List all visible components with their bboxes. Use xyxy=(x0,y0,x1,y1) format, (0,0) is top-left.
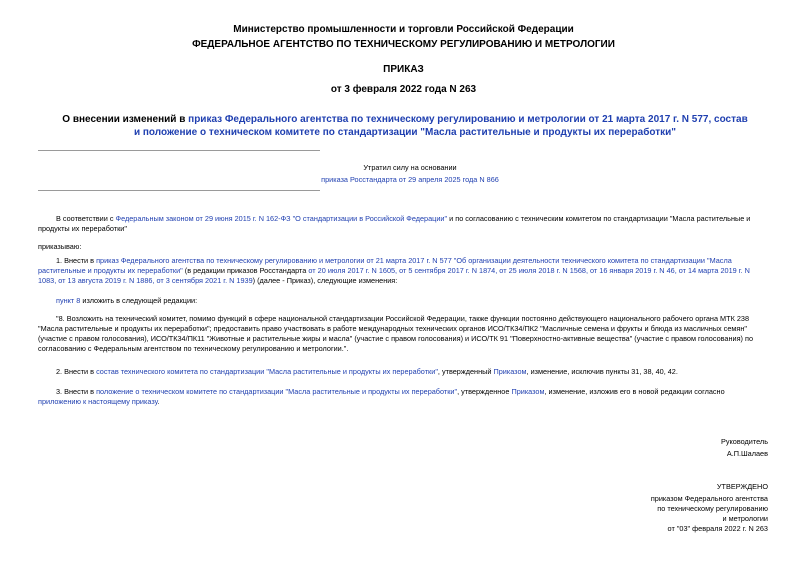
paragraph-5-text-a: 2. Внести в xyxy=(56,367,97,376)
order-link-2[interactable]: Приказом xyxy=(511,387,545,396)
orders-label: приказываю: xyxy=(38,242,82,251)
paragraph-1-text-a: В соответствии с xyxy=(56,214,116,223)
document-date: от 3 февраля 2022 года N 263 xyxy=(330,84,477,95)
signature-name: А.П.Шалаев xyxy=(726,449,768,458)
amendments-link[interactable]: от 20 июля 2017 г. N 1605, от 5 сентября 2017 г. N 1874, от 25 июля 2018 г. N 1568, от 16 января 2019 г. N 46, от 14 марта 2019 г. N 1083, от 13 августа 2019 г. N 1886, от 3 сентября 2021 г. N 1939 xyxy=(38,266,750,285)
order-link-1[interactable]: Приказом xyxy=(493,367,527,376)
paragraph-2 xyxy=(38,256,769,286)
approval-line-1: УТВЕРЖДЕНО xyxy=(716,482,768,491)
paragraph-6-text-a: 3. Внести в xyxy=(56,387,97,396)
paragraph-6-text-b: , утвержденное xyxy=(457,387,512,396)
committee-regulation-link[interactable]: положение о техническом комитете по стандартизации "Масла растительные и продукты их переработки" xyxy=(96,387,458,396)
title-prefix: О внесении изменений в xyxy=(62,114,189,125)
paragraph-1 xyxy=(38,214,769,234)
document-type: ПРИКАЗ xyxy=(383,64,424,75)
divider-top xyxy=(38,150,320,151)
federal-law-link[interactable]: Федеральным законом от 29 июня 2015 г. N 162-ФЗ "О стандартизации в Российской Федерации" xyxy=(115,214,448,223)
paragraph-6-text-c: , изменение, изложив его в новой редакции согласно xyxy=(544,387,725,396)
notice-link[interactable]: приказа Росстандарта от 29 апреля 2025 года N 866 xyxy=(321,175,499,184)
title-link[interactable]: приказ Федерального агентства по техническому регулированию и метрологии от 21 марта 2017 г. N 577, состав и положение о техническом комитете по стандартизации "Масла растительные и продукты их переработки" xyxy=(133,114,748,138)
ministry-name: Министерство промышленности и торговли Российской Федерации xyxy=(233,24,574,35)
paragraph-2-text-a: 1. Внести в xyxy=(56,256,97,265)
paragraph-5-text-b: , утвержденный xyxy=(437,367,494,376)
paragraph-2-text-c: ) (далее - Приказ), следующие изменения: xyxy=(252,276,398,285)
committee-composition-link[interactable]: состав технического комитета по стандартизации "Масла растительные и продукты их переработки" xyxy=(96,367,438,376)
approval-line-4: и метрологии xyxy=(722,514,768,523)
paragraph-4: "8. Возложить на технический комитет, помимо функций в сфере национальной стандартизации Российской Федерации, также функции постоянно действующего национального рабочего органа МТК 238 "Масла растительные и продукты их переработки"; предоставить право участвовать в работе международных технических органов ИСО/ТК34/ПК2 "Масличные семена и фрукты и блюда из масличных семян" (участие с правом голосования), ИСО/ТК34/ПК11 "Животные и растительные жиры и масла" (участие с правом голосования) и ИСО/ТК 91 "Поверхностно-активные вещества" (участие с правом голосования) по согласованию с Федеральным агентством по техническому регулированию и метрологии.". xyxy=(38,314,754,353)
paragraph-5-text-c: , изменение, исключив пункты 31, 38, 40, 42. xyxy=(526,367,678,376)
approval-line-5: от "03" февраля 2022 г. N 263 xyxy=(667,524,768,533)
agency-name: ФЕДЕРАЛЬНОЕ АГЕНТСТВО ПО ТЕХНИЧЕСКОМУ РЕГУЛИРОВАНИЮ И МЕТРОЛОГИИ xyxy=(192,39,615,50)
document-title xyxy=(60,113,750,139)
notice-line1: Утратил силу на основании xyxy=(363,163,457,172)
appendix-link[interactable]: приложению к настоящему приказу xyxy=(38,397,158,406)
paragraph-3-text: изложить в следующей редакции: xyxy=(80,296,198,305)
signature-role: Руководитель xyxy=(720,437,768,446)
approval-line-3: по техническому регулированию xyxy=(657,504,768,513)
approval-line-2: приказом Федерального агентства xyxy=(650,494,768,503)
clause-8-link[interactable]: пункт 8 xyxy=(56,296,81,305)
paragraph-2-text-b: (в редакции приказов Росстандарта xyxy=(182,266,309,275)
order-577-link[interactable]: приказ Федерального агентства по техническому регулированию и метрологии от 21 марта 2017 г. N 577 "Об организации деятельности технического комитета по стандартизации "Масла растительные и продукты их переработки" xyxy=(38,256,732,275)
paragraph-1-text-b: и по согласованию с техническим комитетом по стандартизации "Масла растительные и продукты их переработки" xyxy=(38,214,751,233)
paragraph-3 xyxy=(38,296,769,306)
paragraph-6 xyxy=(38,387,769,407)
paragraph-5 xyxy=(38,367,769,377)
divider-bottom xyxy=(38,190,320,191)
paragraph-6-text-d: . xyxy=(157,397,160,406)
